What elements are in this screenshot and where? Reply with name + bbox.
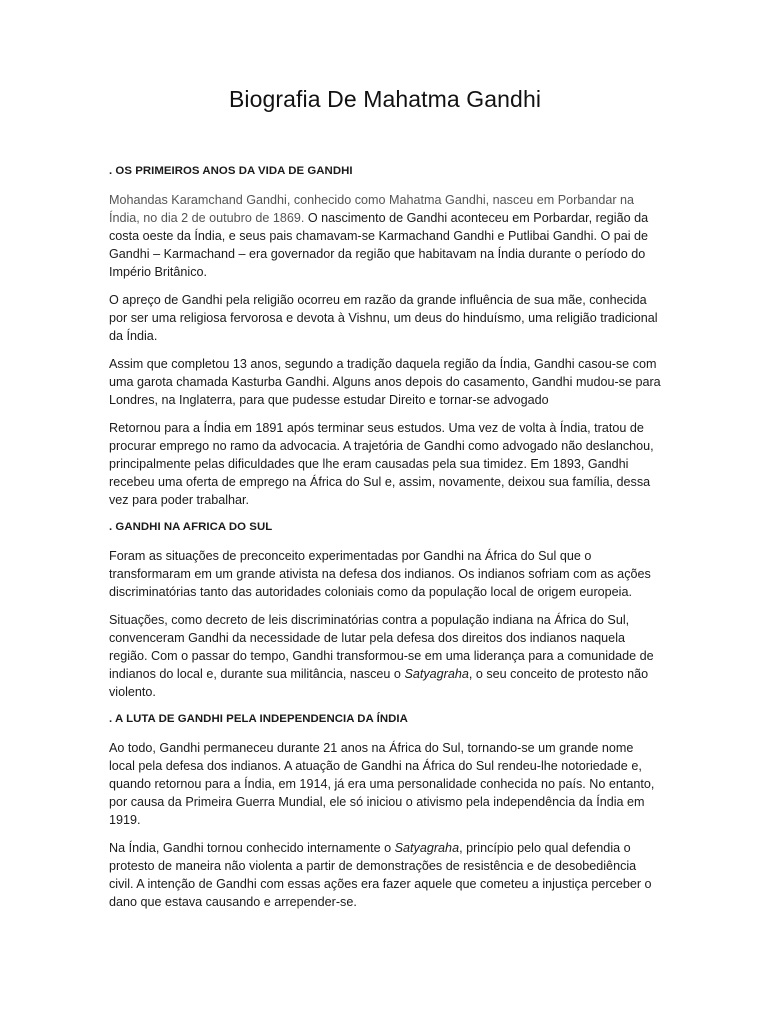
document-body	[109, 86, 661, 921]
paragraph: Assim que completou 13 anos, segundo a tradição daquela região da Índia, Gandhi casou-se com uma garota chamada Kasturba Gandhi. Alguns anos depois do casamento, Gandhi mudou-se para Londres, na Inglaterra, para que pudesse estudar Direito e tornar-se advogado	[109, 357, 661, 407]
paragraph-text: Situações, como decreto de leis discriminatórias contra a população indiana na África do Sul, convenceram Gandhi da necessidade de lutar pela defesa dos direitos dos indianos naquela região. Com o passar do tempo, Gandhi transformou-se em uma liderança para a comunidade de indianos do local e, durante sua militância, nasceu o	[109, 613, 654, 681]
section-heading: . OS PRIMEIROS ANOS DA VIDA DE GANDHI	[109, 165, 353, 177]
paragraph	[109, 611, 661, 701]
italic-term: Satyagraha	[404, 667, 469, 681]
section-heading: . A LUTA DE GANDHI PELA INDEPENDENCIA DA ÍNDIA	[109, 713, 408, 725]
section-heading: . GANDHI NA AFRICA DO SUL	[109, 521, 273, 533]
paragraph-text: , o seu conceito de protesto não violento.	[109, 667, 649, 699]
section-early-years	[109, 163, 661, 509]
paragraph	[109, 839, 661, 911]
paragraph: O apreço de Gandhi pela religião ocorreu em razão da grande influência de sua mãe, conhecida por ser uma religiosa fervorosa e devota à Vishnu, um deus do hinduísmo, uma religião tradicional da Índia.	[109, 293, 658, 343]
paragraph-text: , princípio pelo qual defendia o protesto de maneira não violenta a partir de demonstrações de resistência e de desobediência civil. A intenção de Gandhi com essas ações era fazer aquele que cometeu a injustiça perceber o dano que estava causando e arrepender-se.	[109, 841, 652, 909]
paragraph-text: Na Índia, Gandhi tornou conhecido internamente o	[109, 841, 395, 855]
paragraph-lead: Mohandas Karamchand Gandhi, conhecido como Mahatma Gandhi, nasceu em Porbandar na Índia, no dia 2 de outubro de 1869.	[109, 193, 635, 225]
document-title: Biografia De Mahatma Gandhi	[228, 86, 542, 112]
section-south-africa	[109, 519, 661, 701]
paragraph-text: O nascimento de Gandhi aconteceu em Porbardar, região da costa oeste da Índia, e seus pais chamavam-se Karmachand Gandhi e Putlibai Gandhi. O pai de Gandhi – Karmachand – era governador da região que habitavam na Índia durante o período do Império Britânico.	[109, 211, 649, 279]
paragraph: Foram as situações de preconceito experimentadas por Gandhi na África do Sul que o transformaram em um grande ativista na defesa dos indianos. Os indianos sofriam com as ações discriminatórias tanto das autoridades coloniais como da população local de origem europeia.	[109, 549, 651, 599]
italic-term: Satyagraha	[394, 841, 460, 855]
section-independence	[109, 711, 661, 911]
paragraph	[109, 191, 661, 281]
paragraph: Ao todo, Gandhi permaneceu durante 21 anos na África do Sul, tornando-se um grande nome local pela defesa dos indianos. A atuação de Gandhi na África do Sul rendeu-lhe notoriedade e, quando retornou para a Índia, em 1914, já era uma personalidade conhecida no país. No entanto, por causa da Primeira Guerra Mundial, ele só iniciou o ativismo pela independência da Índia em 1919.	[109, 741, 655, 827]
paragraph: Retornou para a Índia em 1891 após terminar seus estudos. Uma vez de volta à Índia, tratou de procurar emprego no ramo da advocacia. A trajetória de Gandhi como advogado não deslanchou, principalmente pelas dificuldades que lhe eram causadas pela sua timidez. Em 1893, Gandhi recebeu uma oferta de emprego na África do Sul e, assim, novamente, deixou sua família, dessa vez para poder trabalhar.	[109, 421, 654, 507]
